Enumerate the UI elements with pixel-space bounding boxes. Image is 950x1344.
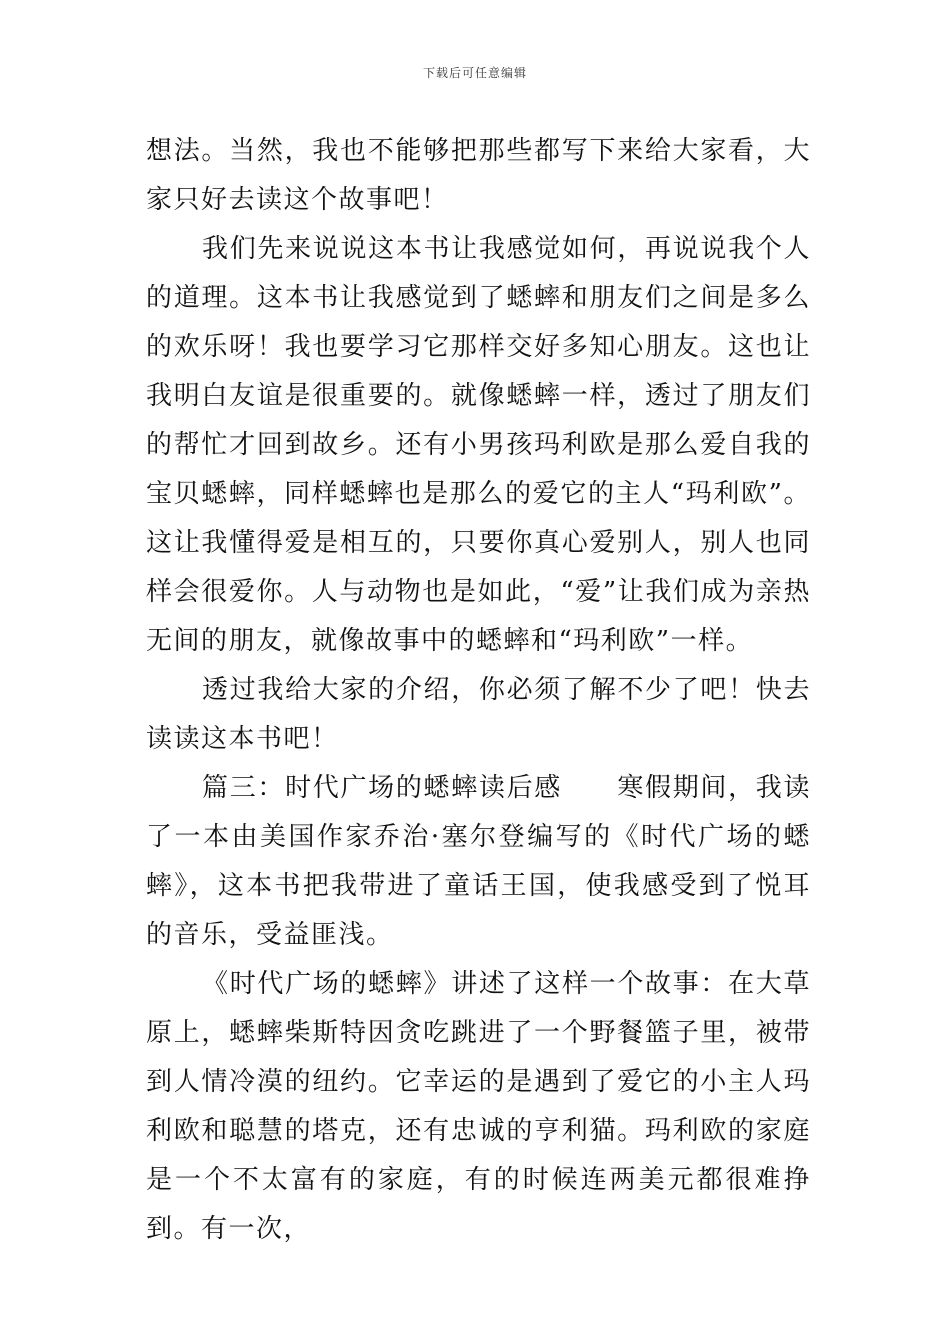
paragraph-1: 想法。当然，我也不能够把那些都写下来给大家看，大家只好去读这个故事吧！ — [146, 136, 811, 215]
document-body — [146, 127, 811, 1254]
paragraph-5: 《时代广场的蟋蟀》讲述了这样一个故事：在大草原上，蟋蟀柴斯特因贪吃跳进了一个野餐篮子里，被带到人情冷漠的纽约。它幸运的是遇到了爱它的小主人玛利欧和聪慧的塔克，还有忠诚的亨利猫。玛利欧的家庭是一个不太富有的家庭，有的时候连两美元都很难挣到。有一次， — [146, 969, 811, 1244]
paragraph-2: 我们先来说说这本书让我感觉如何，再说说我个人的道理。这本书让我感觉到了蟋蟀和朋友们之间是多么的欢乐呀！我也要学习它那样交好多知心朋友。这也让我明白友谊是很重要的。就像蟋蟀一样，透过了朋友们的帮忙才回到故乡。还有小男孩玛利欧是那么爱自我的宝贝蟋蟀，同样蟋蟀也是那么的爱它的主人“玛利欧”。这让我懂得爱是相互的，只要你真心爱别人，别人也同样会很爱你。人与动物也是如此，“爱”让我们成为亲热无间的朋友，就像故事中的蟋蟀和“玛利欧”一样。 — [146, 234, 811, 656]
paragraph-4: 篇三：时代广场的蟋蟀读后感 寒假期间，我读了一本由美国作家乔治·塞尔登编写的《时代广场的蟋蟀》，这本书把我带进了童话王国，使我感受到了悦耳的音乐，受益匪浅。 — [146, 773, 811, 950]
page-header-note: 下载后可任意编辑 — [422, 66, 527, 80]
paragraph-3: 透过我给大家的介绍，你必须了解不少了吧！快去读读这本书吧！ — [146, 675, 811, 754]
